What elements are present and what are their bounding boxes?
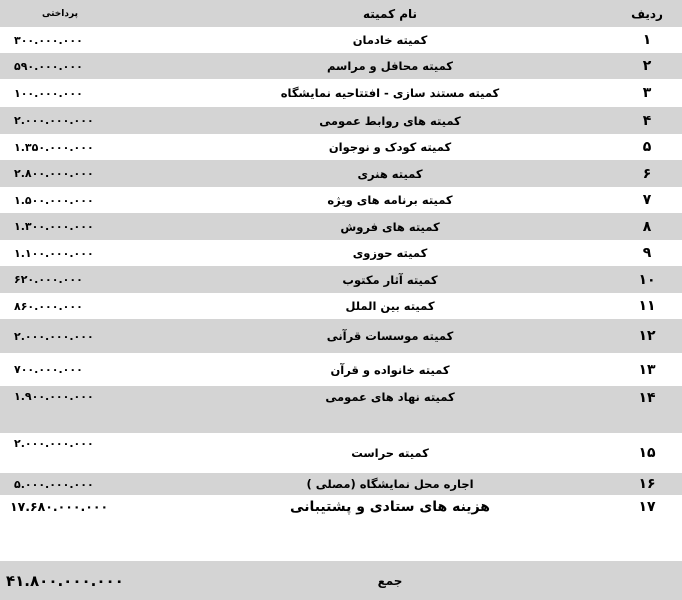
row-index: ۱۲ [638, 328, 656, 344]
row-name: کمیته های فروش [340, 219, 440, 234]
total-row [0, 561, 682, 600]
row-index: ۹ [642, 245, 652, 261]
row-index: ۱۶ [638, 476, 656, 492]
row-name: کمیته بین الملل [345, 299, 435, 313]
table-row [0, 433, 682, 473]
row-index: ۶ [642, 165, 652, 182]
row-name: کمیته حراست [351, 446, 429, 460]
row-payment: ۵۹۰.۰۰۰.۰۰۰ [14, 59, 83, 73]
row-name: کمیته برنامه های ویژه [327, 193, 453, 207]
row-payment: ۱.۱۰۰.۰۰۰.۰۰۰ [14, 246, 94, 260]
row-payment: ۵.۰۰۰.۰۰۰.۰۰۰ [14, 477, 94, 491]
table-row [0, 473, 682, 495]
row-name: کمیته کودک و نوجوان [328, 140, 452, 154]
row-index: ۳ [642, 85, 652, 101]
row-payment: ۸۶۰.۰۰۰.۰۰۰ [14, 299, 83, 313]
row-name: اجاره محل نمایشگاه (مصلی ) [306, 477, 474, 491]
row-name: کمیته مستند سازی - افتتاحیه نمایشگاه [280, 86, 500, 100]
table-row [0, 160, 682, 187]
row-payment: ۷۰۰.۰۰۰.۰۰۰ [14, 363, 83, 376]
total-payment: ۴۱.۸۰۰.۰۰۰.۰۰۰ [6, 571, 124, 590]
row-payment: ۱۷.۶۸۰.۰۰۰.۰۰۰ [10, 499, 109, 514]
header-payment: پرداختی [42, 8, 78, 19]
row-name: کمیته آثار مکتوب [342, 272, 438, 287]
table-row [0, 353, 682, 386]
row-index: ۱۰ [638, 271, 656, 288]
table-row [0, 495, 682, 561]
row-name: کمیته هنری [357, 166, 423, 181]
row-payment: ۳۰۰.۰۰۰.۰۰۰ [14, 33, 83, 47]
table-header [0, 0, 682, 27]
row-payment: ۱۰۰.۰۰۰.۰۰۰ [14, 86, 83, 100]
row-payment: ۲.۸۰۰.۰۰۰.۰۰۰ [14, 167, 94, 180]
row-name: کمیته های روابط عمومی [319, 113, 461, 128]
row-index: ۱۵ [638, 445, 656, 461]
row-payment: ۲.۰۰۰.۰۰۰.۰۰۰ [14, 114, 94, 127]
row-name: کمیته نهاد های عمومی [325, 390, 455, 404]
row-name: هزینه های ستادی و پشتیبانی [290, 499, 490, 515]
row-payment: ۶۲۰.۰۰۰.۰۰۰ [14, 273, 83, 286]
table-row [0, 266, 682, 293]
row-payment: ۱.۵۰۰.۰۰۰.۰۰۰ [14, 193, 94, 207]
header-index: ردیف [631, 6, 663, 21]
row-name: کمیته محافل و مراسم [327, 59, 453, 73]
row-payment: ۱.۹۰۰.۰۰۰.۰۰۰ [14, 390, 94, 403]
row-name: کمیته حوزوی [352, 246, 428, 260]
row-payment: ۱.۳۰۰.۰۰۰.۰۰۰ [14, 220, 94, 233]
table-row [0, 319, 682, 353]
table-row [0, 386, 682, 433]
table-row [0, 293, 682, 319]
row-index: ۱۳ [638, 361, 656, 378]
row-payment: ۱.۳۵۰.۰۰۰.۰۰۰ [14, 140, 94, 154]
row-index: ۲ [642, 58, 652, 74]
row-index: ۵ [642, 139, 652, 155]
table-row [0, 134, 682, 160]
table-row [0, 107, 682, 134]
row-index: ۴ [642, 112, 652, 129]
row-name: کمیته خادمان [352, 33, 428, 47]
row-name: کمیته موسسات قرآنی [326, 329, 454, 343]
table-row [0, 27, 682, 53]
row-index: ۱ [642, 32, 652, 48]
table-row [0, 53, 682, 79]
row-payment: ۲.۰۰۰.۰۰۰.۰۰۰ [14, 329, 94, 343]
row-index: ۷ [642, 192, 652, 208]
total-label: جمع [377, 573, 403, 588]
row-index: ۸ [642, 218, 652, 235]
table-row [0, 187, 682, 213]
row-index: ۱۴ [638, 390, 656, 406]
row-name: کمیته خانواده و قرآن [330, 362, 450, 377]
header-name: نام کمیته [362, 6, 418, 21]
table-row [0, 79, 682, 107]
row-index: ۱۱ [638, 298, 656, 314]
row-payment: ۲.۰۰۰.۰۰۰.۰۰۰ [14, 437, 94, 450]
table-row [0, 240, 682, 266]
row-index: ۱۷ [638, 499, 656, 515]
table-row [0, 213, 682, 240]
